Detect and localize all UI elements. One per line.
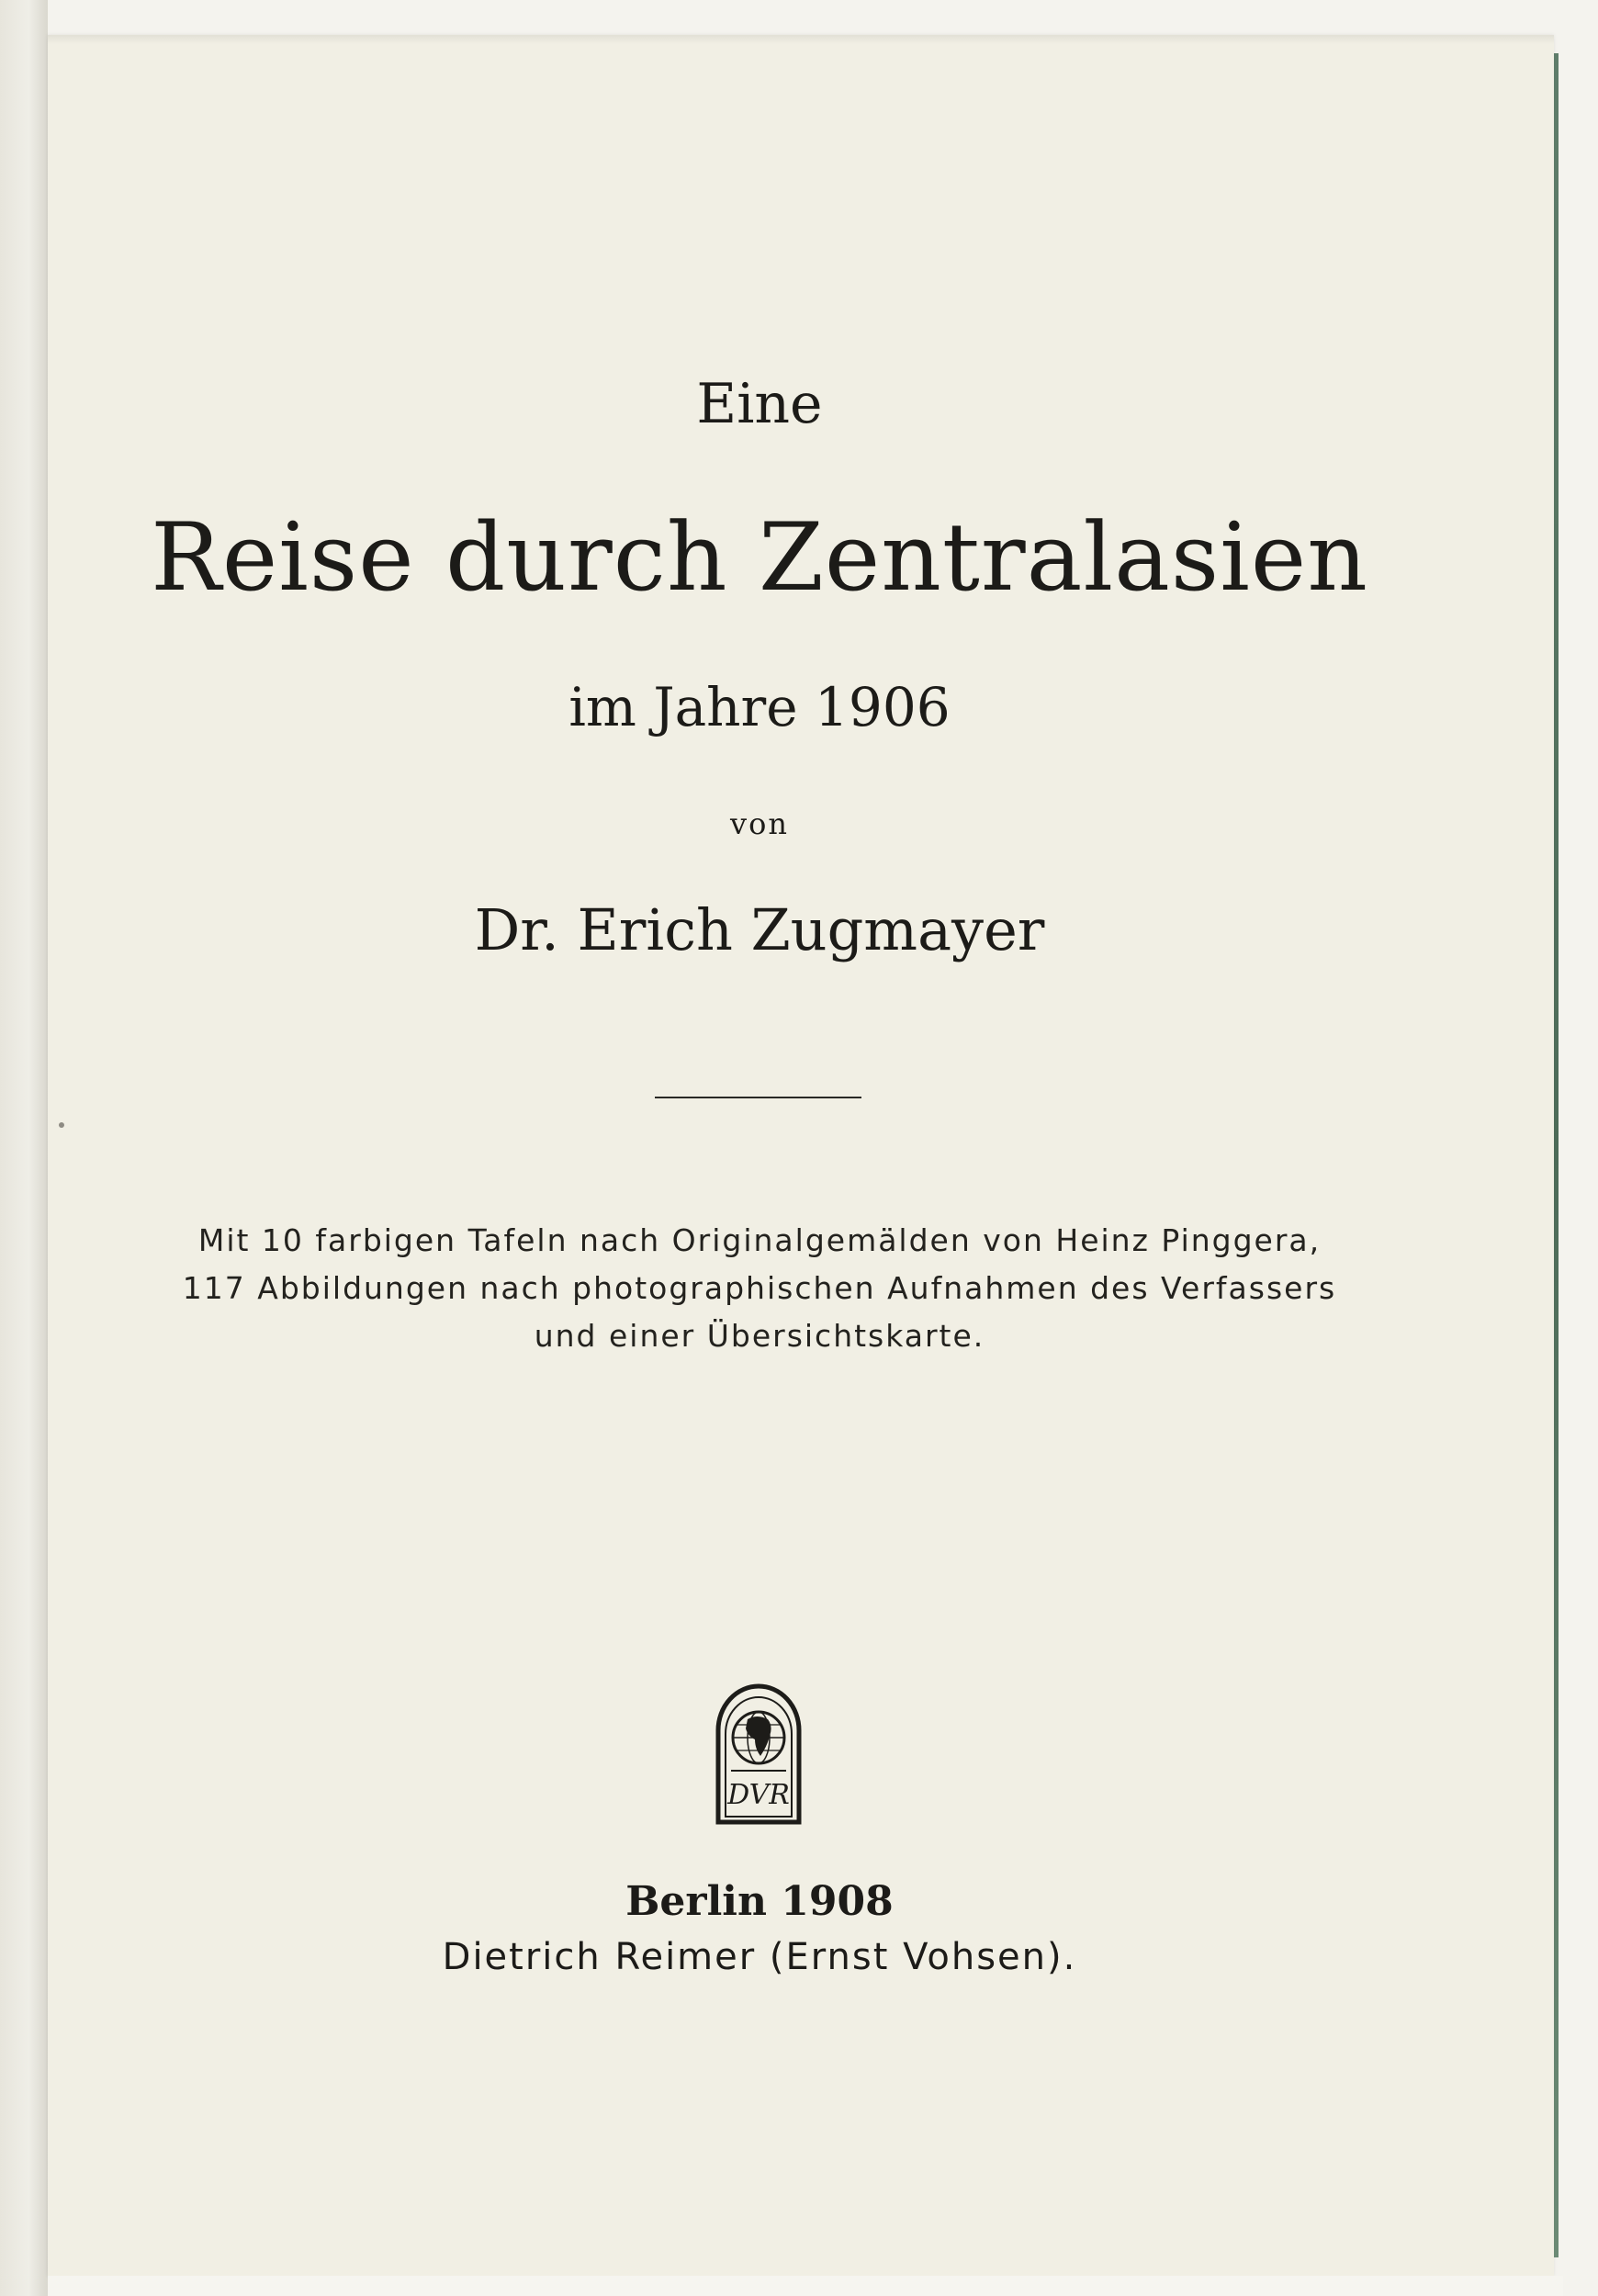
bottom-strip — [48, 2276, 1563, 2296]
description-line-3: und einer Übersichtskarte. — [534, 1318, 985, 1354]
description-line-2: 117 Abbildungen nach photographischen Aufnahmen des Verfassers — [182, 1270, 1337, 1306]
by-line: von — [730, 806, 789, 841]
book-cover-edge — [1554, 53, 1559, 2257]
title-intro: Eine — [696, 372, 823, 436]
publisher-name: Dietrich Reimer (Ernst Vohsen). — [442, 1936, 1077, 1978]
divider-rule — [655, 1097, 861, 1098]
globe-arch-publisher-mark-icon — [715, 1683, 803, 1826]
book-subtitle: im Jahre 1906 — [568, 676, 951, 738]
imprint-place-year: Berlin 1908 — [625, 1878, 894, 1925]
book-title: Reise durch Zentralasien — [151, 503, 1368, 613]
left-page-edge — [0, 0, 48, 2296]
paper-speck — [59, 1122, 64, 1128]
author-name: Dr. Erich Zugmayer — [474, 896, 1045, 963]
logo-monogram: DVR — [727, 1779, 790, 1811]
page-top-shadow — [48, 35, 1554, 44]
description-line-1: Mit 10 farbigen Tafeln nach Originalgemälden von Heinz Pinggera, — [197, 1222, 1322, 1258]
